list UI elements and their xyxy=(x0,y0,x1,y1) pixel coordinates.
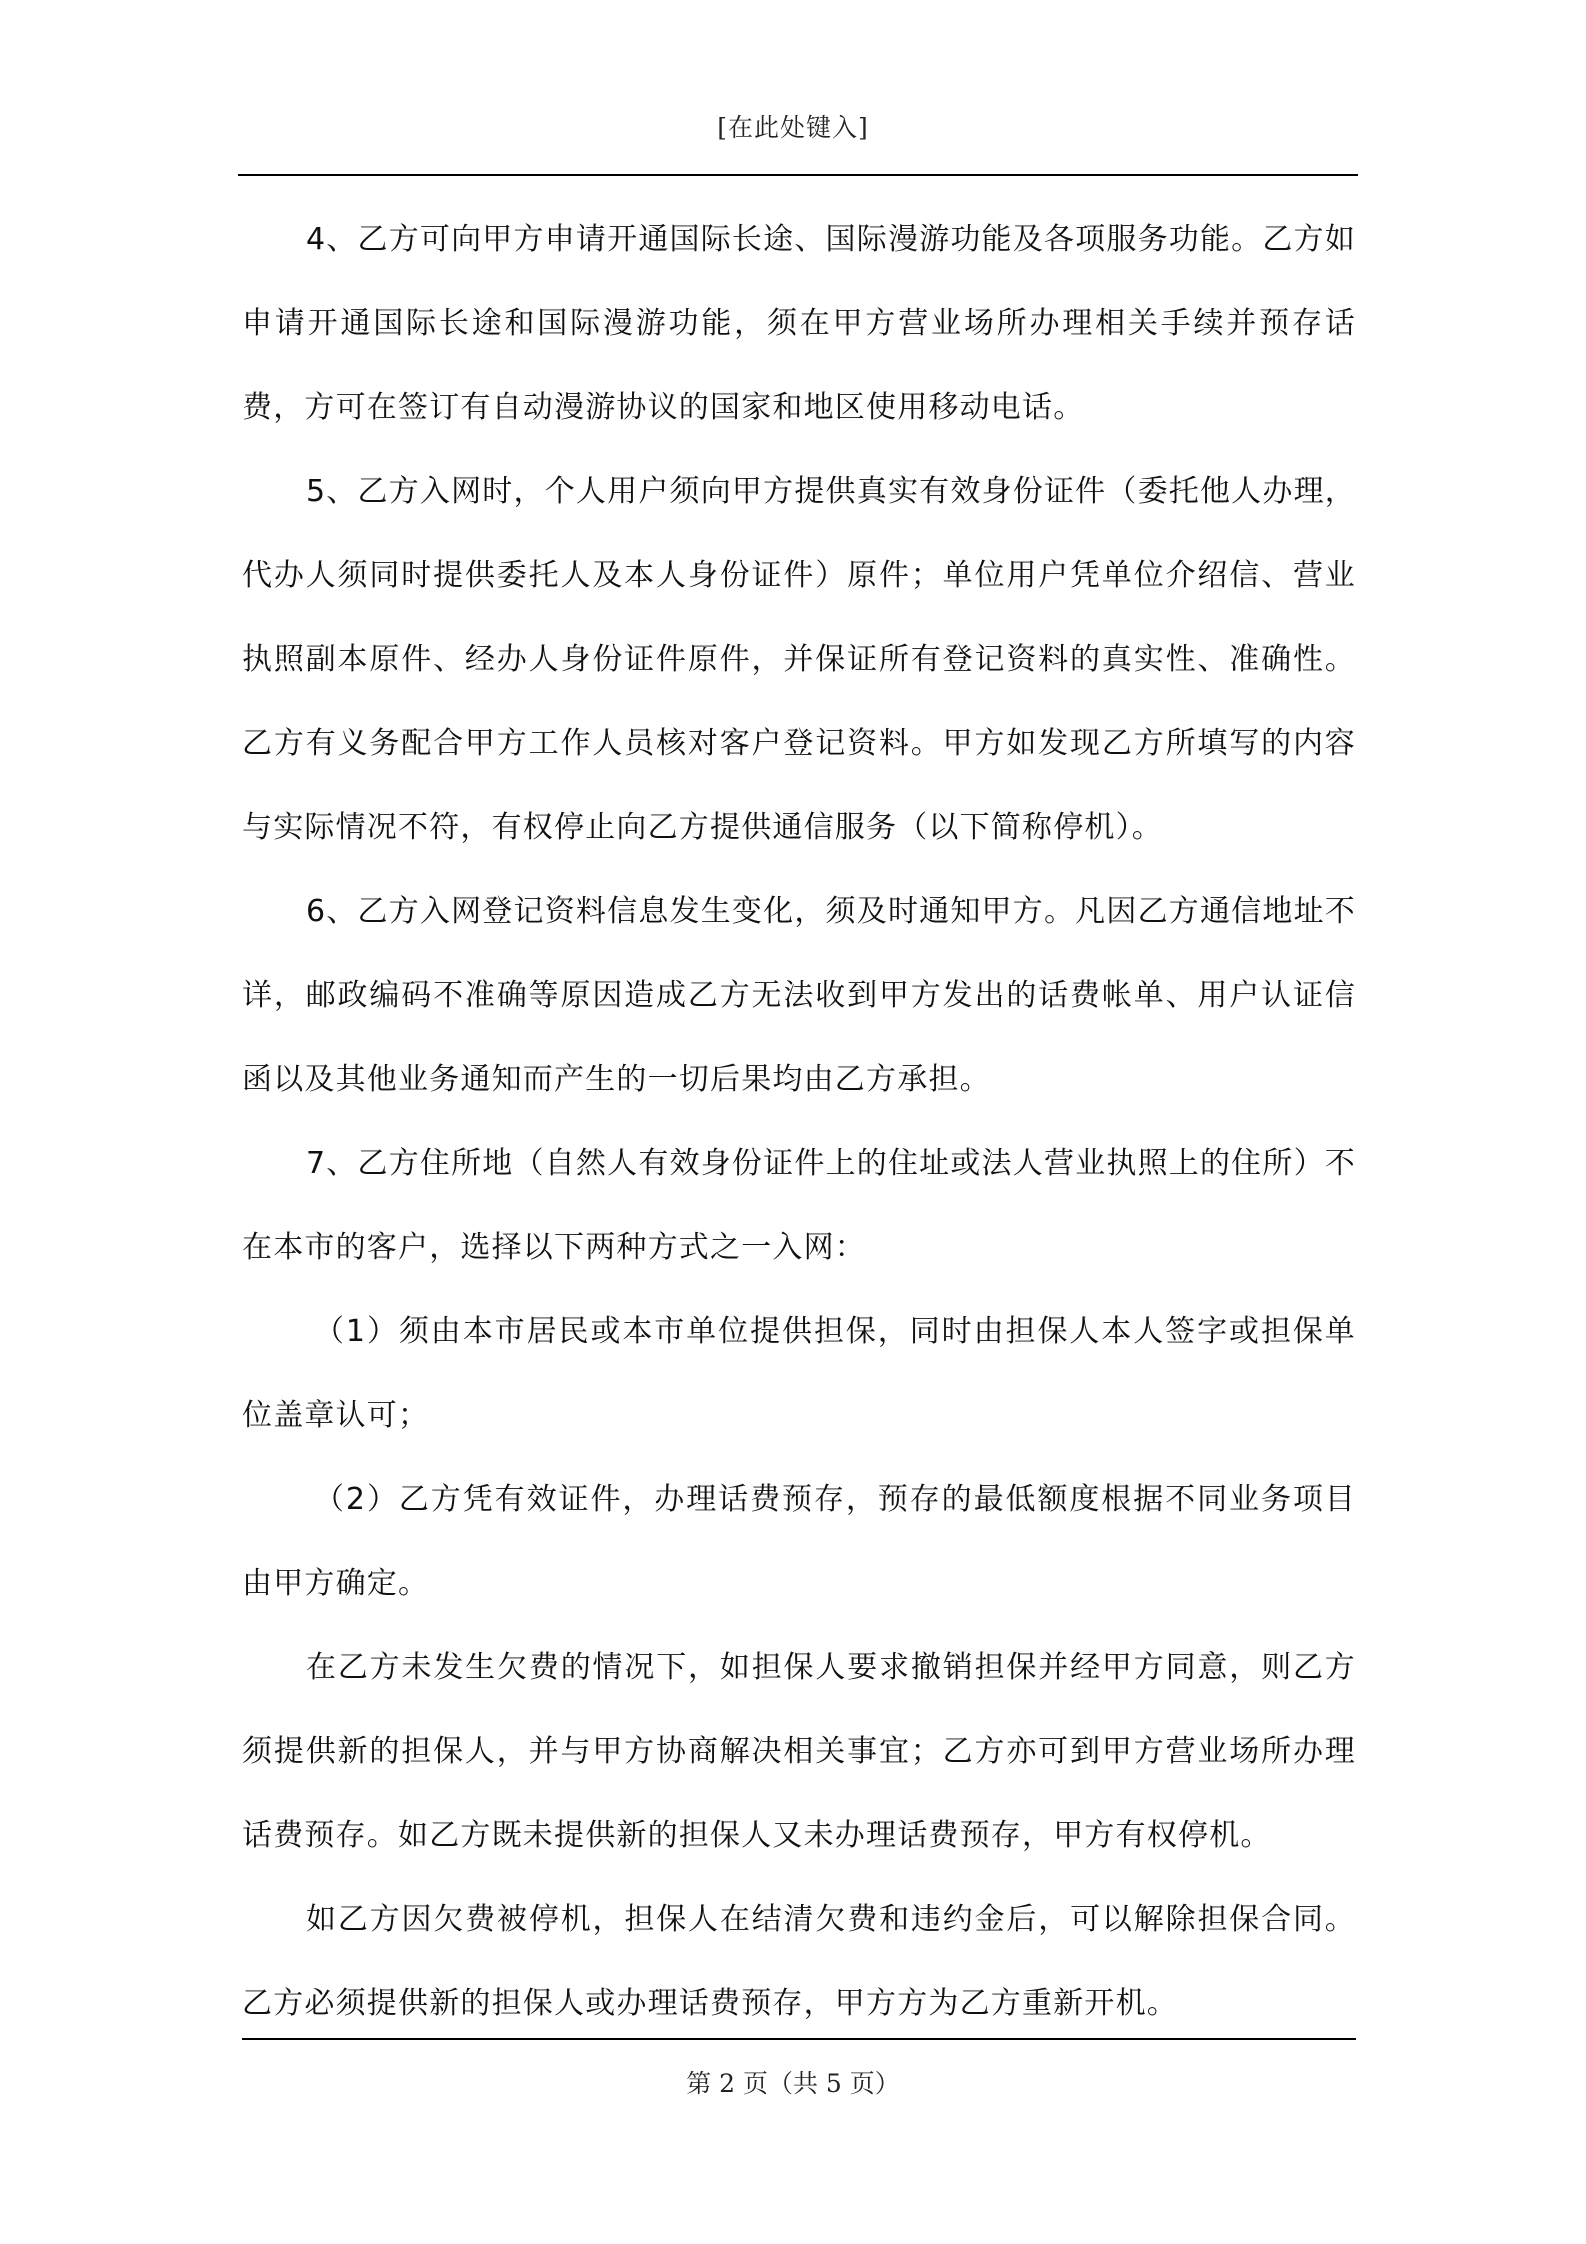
paragraph-clause-7: 7、乙方住所地（自然人有效身份证件上的住址或法人营业执照上的住所）不在本市的客户，选择以下两种方式之一入网： xyxy=(242,1146,1356,1265)
page-number: 第 2 页（共 5 页） xyxy=(686,2069,900,2098)
header-placeholder[interactable]: [在此处键入] xyxy=(717,113,869,142)
paragraph-clause-4: 4、乙方可向甲方申请开通国际长途、国际漫游功能及各项服务功能。乙方如申请开通国际长途和国际漫游功能，须在甲方营业场所办理相关手续并预存话费，方可在签订有自动漫游协议的国家和地区使用移动电话。 xyxy=(242,222,1356,425)
paragraph-clause-6: 6、乙方入网登记资料信息发生变化，须及时通知甲方。凡因乙方通信地址不详，邮政编码不准确等原因造成乙方无法收到甲方发出的话费帐单、用户认证信函以及其他业务通知而产生的一切后果均由乙方承担。 xyxy=(242,894,1356,1097)
paragraph-guarantor-release: 如乙方因欠费被停机，担保人在结清欠费和违约金后，可以解除担保合同。乙方必须提供新的担保人或办理话费预存，甲方方为乙方重新开机。 xyxy=(242,1902,1356,2021)
document-body xyxy=(242,198,1356,2046)
paragraph-guarantor-withdrawal: 在乙方未发生欠费的情况下，如担保人要求撤销担保并经甲方同意，则乙方须提供新的担保人，并与甲方协商解决相关事宜；乙方亦可到甲方营业场所办理话费预存。如乙方既未提供新的担保人又未办理话费预存，甲方有权停机。 xyxy=(242,1650,1356,1853)
paragraph-clause-5: 5、乙方入网时，个人用户须向甲方提供真实有效身份证件（委托他人办理，代办人须同时提供委托人及本人身份证件）原件；单位用户凭单位介绍信、营业执照副本原件、经办人身份证件原件，并保证所有登记资料的真实性、准确性。乙方有义务配合甲方工作人员核对客户登记资料。甲方如发现乙方所填写的内容与实际情况不符，有权停止向乙方提供通信服务（以下简称停机）。 xyxy=(242,474,1356,845)
paragraph-option-2: （2）乙方凭有效证件，办理话费预存，预存的最低额度根据不同业务项目由甲方确定。 xyxy=(242,1482,1356,1601)
paragraph-option-1: （1）须由本市居民或本市单位提供担保，同时由担保人本人签字或担保单位盖章认可； xyxy=(242,1314,1356,1433)
header-divider xyxy=(238,174,1358,176)
footer-divider xyxy=(242,2038,1356,2040)
